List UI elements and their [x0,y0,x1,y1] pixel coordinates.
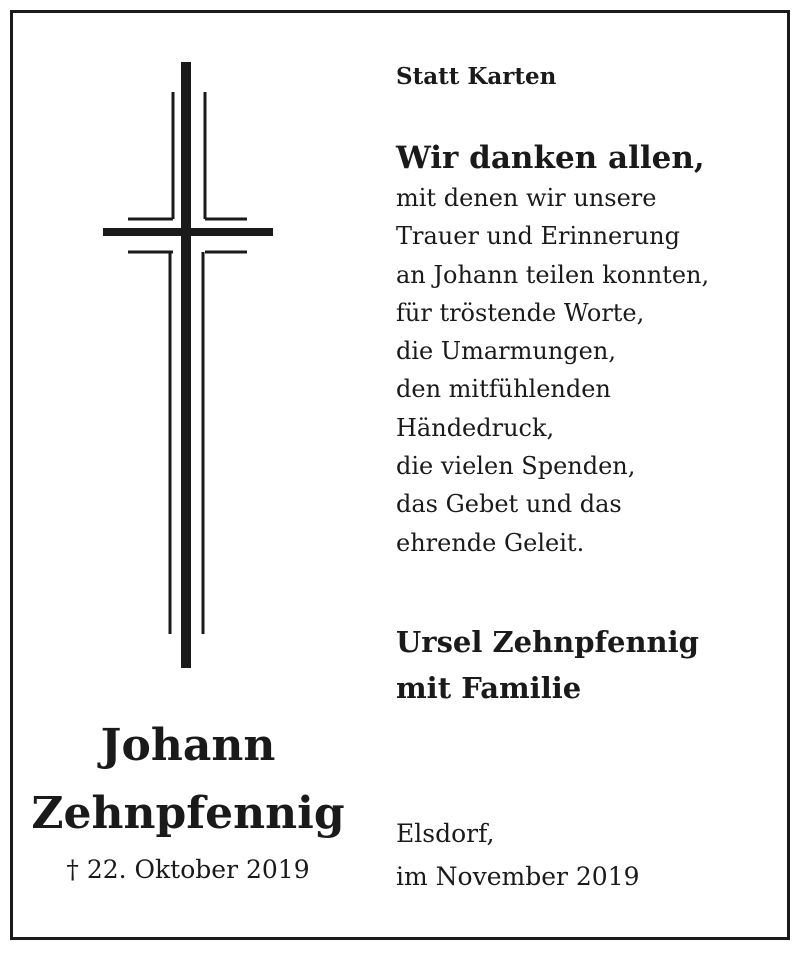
signature-name: Ursel Zehnpfennig [396,625,699,659]
thanks-line: ehrende Geleit. [396,528,585,557]
cross-icon [100,62,276,668]
thanks-heading: Wir danken allen, [396,140,705,176]
deceased-first-name: Johann [100,720,276,771]
thanks-line: an Johann teilen konnten, [396,260,710,289]
thanks-line: den mitfühlenden [396,375,611,404]
thanks-line: mit denen wir unsere [396,184,657,212]
place-date [396,812,640,898]
thanks-line: Trauer und Erinnerung [396,222,680,251]
thanks-line: Händedruck, [396,413,555,442]
header-label: Statt Karten [396,63,557,90]
deceased-last-name: Zehnpfennig [31,788,345,839]
place: Elsdorf, [396,819,495,848]
thanks-line: die vielen Spenden, [396,452,636,481]
thanks-line: das Gebet und das [396,490,622,519]
signature [396,619,699,711]
death-date: † 22. Oktober 2019 [66,855,310,884]
thanks-text [396,179,709,562]
signature-family: mit Familie [396,671,582,705]
thanks-line: für tröstende Worte, [396,298,645,327]
thanks-line: die Umarmungen, [396,337,616,366]
publication-date: im November 2019 [396,862,640,891]
